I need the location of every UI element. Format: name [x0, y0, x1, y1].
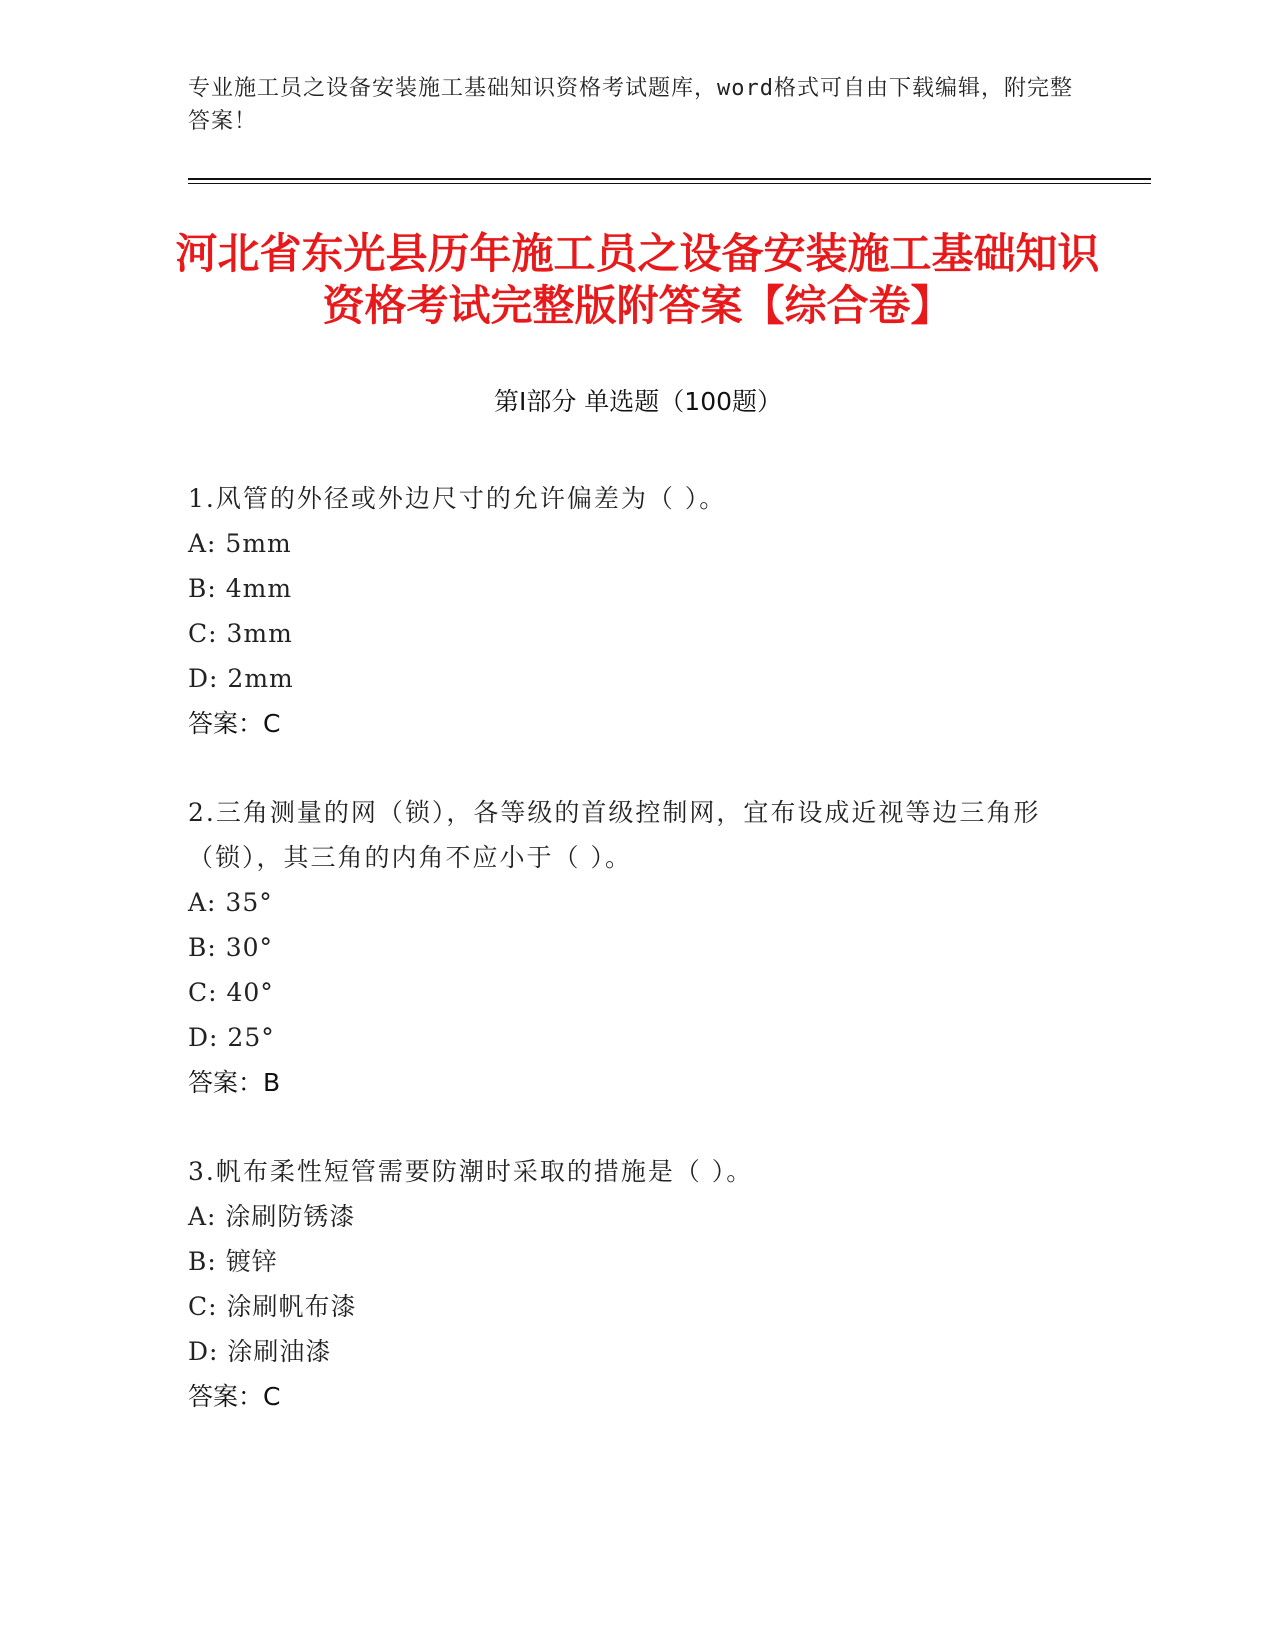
header-rule-thick — [188, 178, 1151, 180]
answer: 答案：C — [188, 709, 281, 738]
answer: 答案：B — [188, 1068, 281, 1097]
option-b: B: 4mm — [188, 574, 293, 603]
option-d: D: 2mm — [188, 664, 294, 693]
question-stem: 1.风管的外径或外边尺寸的允许偏差为（ ）。 — [188, 484, 727, 513]
question-stem: 2.三角测量的网（锁），各等级的首级控制网，宜布设成近视等边三角形（锁），其三角的内角不应小于（ ）。 — [188, 798, 1041, 872]
option-c: C: 40° — [188, 978, 274, 1007]
option-a: A: 涂刷防锈漆 — [188, 1202, 356, 1231]
option-c: C: 3mm — [188, 619, 293, 648]
section-title: 第Ⅰ部分 单选题（100题） — [493, 387, 783, 416]
header-rule-thin — [188, 183, 1151, 184]
header-note: 专业施工员之设备安装施工基础知识资格考试题库，word格式可自由下载编辑，附完整答案！ — [188, 76, 1073, 134]
question-2 — [188, 790, 1088, 1105]
question-1 — [188, 476, 1088, 746]
question-list — [188, 476, 1088, 1463]
option-b: B: 30° — [188, 933, 274, 962]
answer: 答案：C — [188, 1382, 281, 1411]
question-stem: 3.帆布柔性短管需要防潮时采取的措施是（ ）。 — [188, 1157, 754, 1186]
option-a: A: 5mm — [188, 529, 292, 558]
option-c: C: 涂刷帆布漆 — [188, 1292, 357, 1321]
question-3 — [188, 1149, 1088, 1419]
option-d: D: 25° — [188, 1023, 275, 1052]
document-title: 河北省东光县历年施工员之设备安装施工基础知识资格考试完整版附答案【综合卷】 — [175, 229, 1100, 330]
option-a: A: 35° — [188, 888, 273, 917]
option-b: B: 镀锌 — [188, 1247, 278, 1276]
option-d: D: 涂刷油漆 — [188, 1337, 332, 1366]
